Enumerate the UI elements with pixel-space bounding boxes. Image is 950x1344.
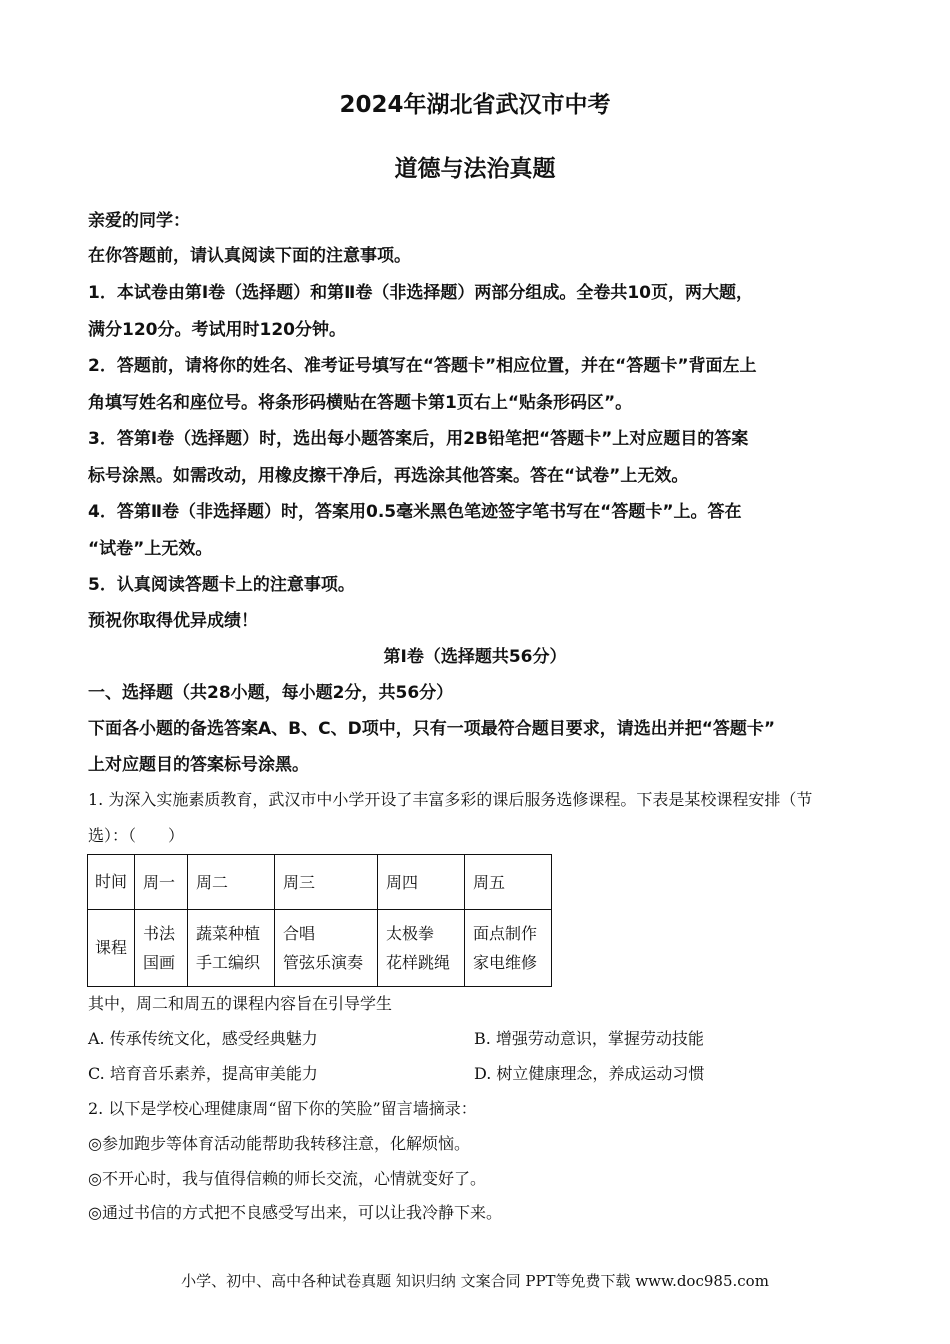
course-item: 家电维修	[473, 953, 538, 972]
notice-5: 5．认真阅读答题卡上的注意事项。	[88, 575, 355, 595]
q1-stem-a: 1. 为深入实施素质教育，武汉市中小学开设了丰富多彩的课后服务选修课程。下表是某校课程安排（节	[88, 790, 813, 809]
q1-option-d: D. 树立健康理念，养成运动习惯	[474, 1064, 705, 1083]
section-heading: 第Ⅰ卷（选择题共56分）	[383, 647, 567, 667]
course-item: 面点制作	[473, 924, 538, 943]
notice-lead: 在你答题前，请认真阅读下面的注意事项。	[88, 246, 411, 266]
q2-stem: 2. 以下是学校心理健康周“留下你的笑脸”留言墙摘录：	[88, 1099, 477, 1118]
part-heading: 一、选择题（共28小题，每小题2分，共56分）	[88, 683, 454, 703]
greeting: 亲爱的同学：	[88, 211, 190, 231]
header-wednesday: 周三	[275, 855, 378, 910]
notice-3b: 标号涂黑。如需改动，用橡皮擦干净后，再选涂其他答案。答在“试卷”上无效。	[88, 466, 689, 486]
course-item: 蔬菜种植	[196, 924, 261, 943]
course-schedule-table	[87, 854, 552, 987]
table-row	[88, 910, 552, 987]
instruction-a: 下面各小题的备选答案A、B、C、D项中，只有一项最符合题目要求，请选出并把“答题卡”	[88, 719, 776, 739]
q1-option-c: C. 培育音乐素养，提高审美能力	[88, 1064, 318, 1083]
notice-2a: 2．答题前，请将你的姓名、准考证号填写在“答题卡”相应位置，并在“答题卡”背面左上	[88, 356, 757, 376]
course-item: 合唱	[283, 924, 316, 943]
row-course-label: 课程	[88, 910, 135, 987]
exam-subtitle: 道德与法治真题	[394, 156, 556, 182]
course-item: 太极拳	[386, 924, 435, 943]
notice-2b: 角填写姓名和座位号。将条形码横贴在答题卡第1页右上“贴条形码区”。	[88, 393, 633, 413]
course-item: 花样跳绳	[386, 953, 451, 972]
header-monday: 周一	[135, 855, 188, 910]
notice-3a: 3．答第Ⅰ卷（选择题）时，选出每小题答案后，用2B铅笔把“答题卡”上对应题目的答案	[88, 429, 749, 449]
cell-friday	[465, 910, 552, 987]
q2-line-3: ◎通过书信的方式把不良感受写出来，可以让我冷静下来。	[88, 1203, 502, 1222]
notice-1b: 满分120分。考试用时120分钟。	[88, 320, 346, 340]
course-item: 国画	[143, 953, 176, 972]
q1-stem-b: 选）：（ ）	[88, 826, 185, 845]
course-item: 书法	[143, 924, 176, 943]
exam-title: 2024年湖北省武汉市中考	[339, 92, 611, 118]
cell-tuesday	[188, 910, 275, 987]
q1-option-a: A. 传承传统文化，感受经典魅力	[88, 1029, 318, 1048]
notice-1a: 1．本试卷由第Ⅰ卷（选择题）和第Ⅱ卷（非选择题）两部分组成。全卷共10页，两大题，	[88, 283, 754, 303]
notice-4b: “试卷”上无效。	[88, 539, 213, 559]
wish-text: 预祝你取得优异成绩！	[88, 611, 258, 631]
cell-monday	[135, 910, 188, 987]
q2-line-1: ◎参加跑步等体育活动能帮助我转移注意，化解烦恼。	[88, 1134, 470, 1153]
table-header-row	[88, 855, 552, 910]
header-time: 时间	[88, 855, 135, 910]
header-friday: 周五	[465, 855, 552, 910]
instruction-b: 上对应题目的答案标号涂黑。	[88, 755, 309, 775]
q1-after-table: 其中，周二和周五的课程内容旨在引导学生	[88, 994, 393, 1013]
page-footer: 小学、初中、高中各种试卷真题 知识归纳 文案合同 PPT等免费下载 www.doc985.com	[181, 1272, 769, 1290]
header-thursday: 周四	[378, 855, 465, 910]
notice-4a: 4．答第Ⅱ卷（非选择题）时，答案用0.5毫米黑色笔迹签字笔书写在“答题卡”上。答在	[88, 502, 742, 522]
q1-option-b: B. 增强劳动意识，掌握劳动技能	[474, 1029, 704, 1048]
course-item: 手工编织	[196, 953, 261, 972]
cell-thursday	[378, 910, 465, 987]
q2-line-2: ◎不开心时，我与值得信赖的师长交流，心情就变好了。	[88, 1169, 486, 1188]
header-tuesday: 周二	[188, 855, 275, 910]
cell-wednesday	[275, 910, 378, 987]
course-item: 管弦乐演奏	[283, 953, 364, 972]
